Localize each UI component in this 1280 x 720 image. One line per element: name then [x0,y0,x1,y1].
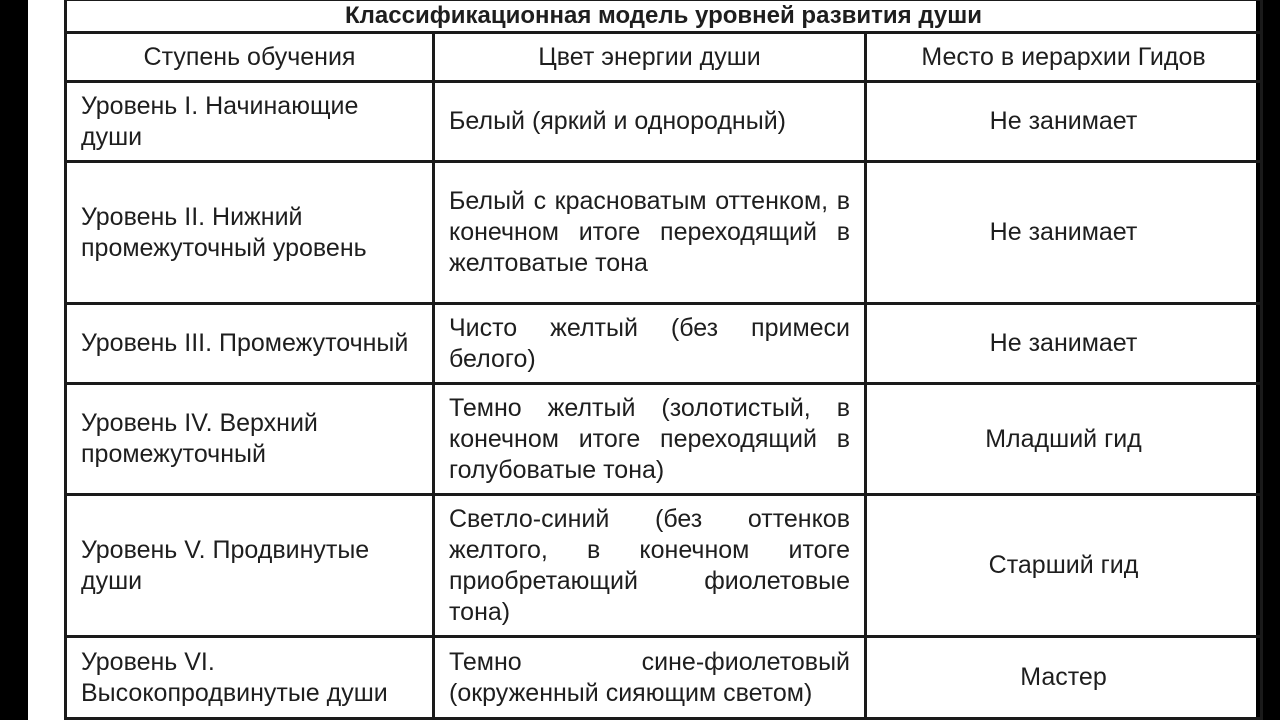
place-cell: Старший гид [866,495,1262,637]
color-cell: Темно желтый (золотистый, в конечном итоге переходящий в голубоватые тона) [434,384,866,495]
place-cell: Не занимает [866,162,1262,304]
table-row [66,384,1262,495]
level-cell: Уровень II. Нижний промежуточный уровень [66,162,434,304]
title-row [66,0,1262,33]
header-row [66,33,1262,82]
level-cell: Уровень IV. Верхний промежуточный [66,384,434,495]
level-cell: Уровень V. Продвинутые души [66,495,434,637]
level-cell: Уровень III. Промежуточный [66,304,434,384]
color-cell: Светло-синий (без оттенков желтого, в конечном итоге приобретающий фиолетовые тона) [434,495,866,637]
header-level: Ступень обучения [66,33,434,82]
table-row [66,637,1262,719]
table-row [66,162,1262,304]
place-cell: Не занимает [866,304,1262,384]
place-cell: Младший гид [866,384,1262,495]
level-cell: Уровень I. Начинающие души [66,82,434,162]
document-page [28,0,1256,720]
place-cell: Мастер [866,637,1262,719]
table-row [66,495,1262,637]
place-cell: Не занимает [866,82,1262,162]
color-cell: Белый (яркий и однородный) [434,82,866,162]
header-color: Цвет энергии души [434,33,866,82]
header-place: Место в иерархии Гидов [866,33,1262,82]
color-cell: Темно сине-фиолетовый (окруженный сияющим светом) [434,637,866,719]
soul-levels-table [64,0,1263,720]
color-cell: Чисто желтый (без примеси белого) [434,304,866,384]
table-title: Классификационная модель уровней развития души [66,0,1262,33]
table-row [66,304,1262,384]
color-cell: Белый с красноватым оттенком, в конечном итоге переходящий в желтоватые тона [434,162,866,304]
level-cell: Уровень VI. Высокопродвинутые души [66,637,434,719]
table-row [66,82,1262,162]
